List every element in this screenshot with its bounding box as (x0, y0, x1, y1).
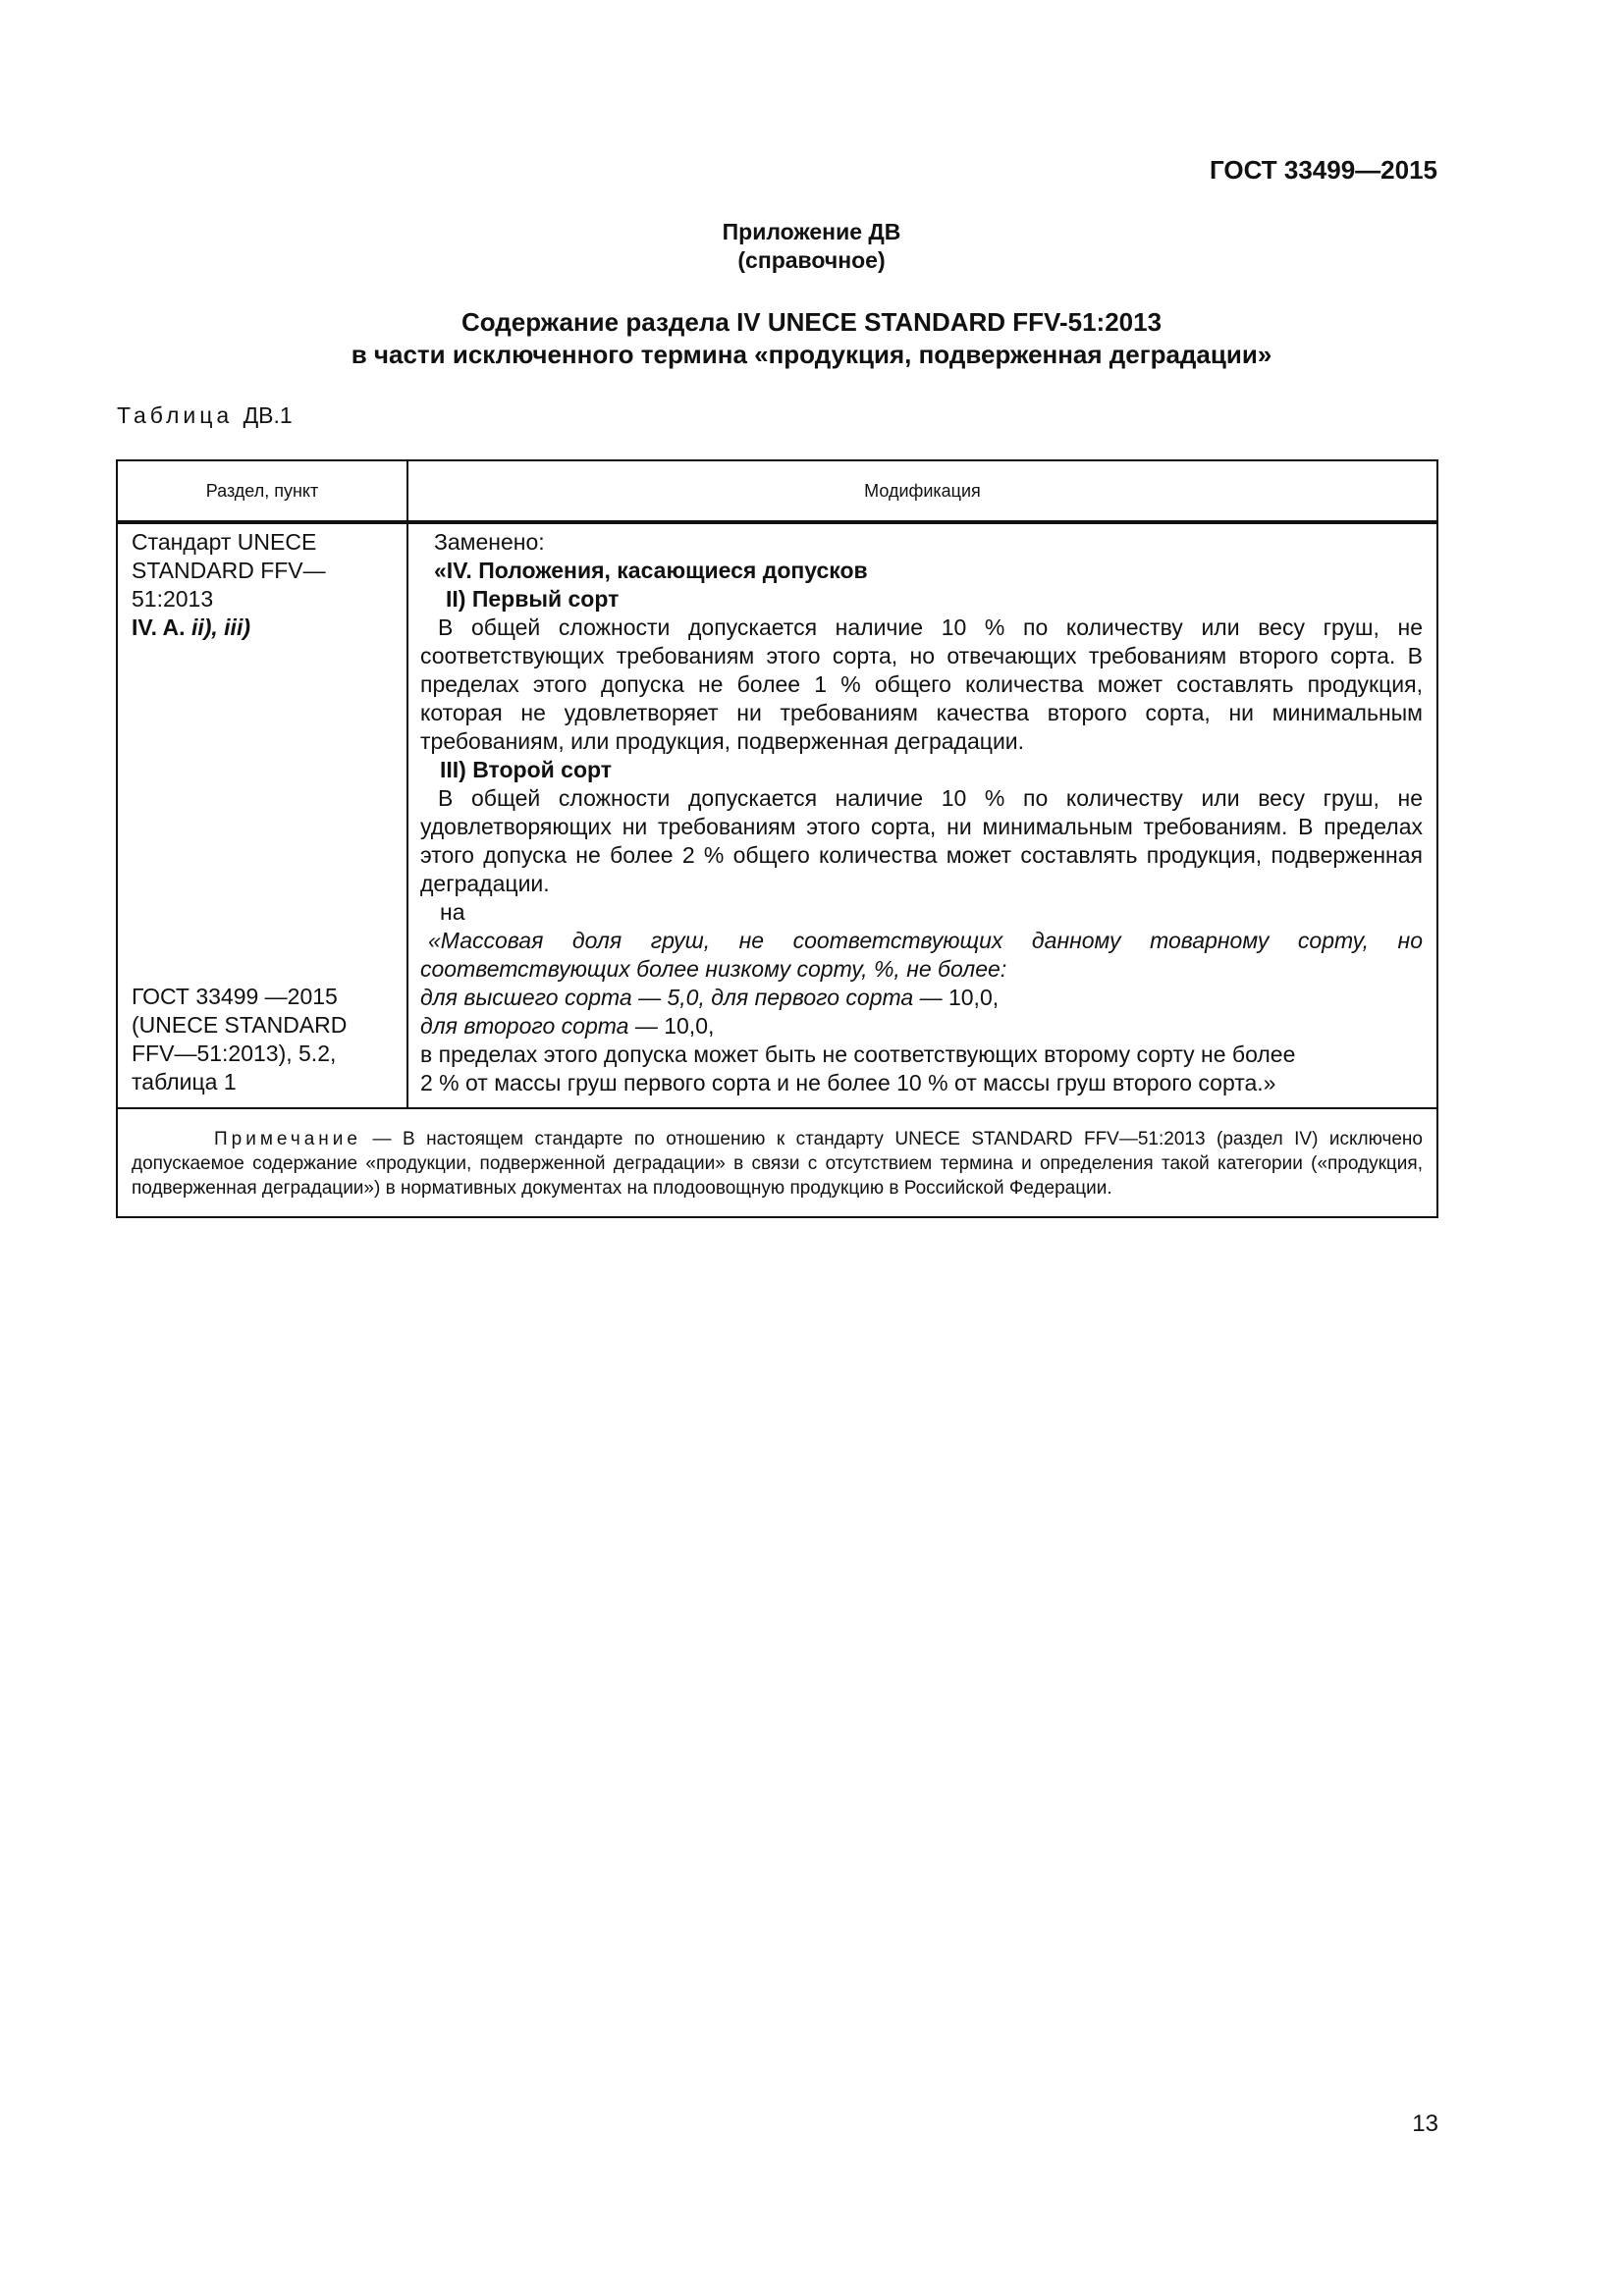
limit-line-1: в пределах этого допуска может быть не соответствующих второму сорту не более (420, 1041, 1296, 1067)
modification-table (116, 459, 1438, 1218)
first-grade-title: II) Первый сорт (446, 586, 620, 612)
first-grade-text: В общей сложности допускается наличие 10 % по количеству или весу груш, не соответствующих требованиям этого сорта, но отвечающих требованиям второго сорта. В пределах этого допуска не более 1 % общего количества может составлять продукция, которая не удовлетворяет ни требованиям качества второго сорта, ни минимальным требованиям, или продукция, подверженная деградации. (420, 614, 1423, 754)
top-grade-value: — 10,0, (913, 985, 1000, 1010)
second-grade-text: В общей сложности допускается наличие 10 % по количеству или весу груш, не удовлетворяющих ни требованиям этого сорта, ни минимальным требованиям. В пределах этого допуска не более 2 % общего количества может составлять продукция, подверженная деградации. (420, 785, 1423, 896)
top-grade-line (420, 984, 1423, 1012)
reference-line: STANDARD FFV— (132, 558, 326, 583)
appendix-subtitle: (справочное) (737, 247, 886, 273)
reference-clause (132, 614, 397, 642)
section-heading-line1: Содержание раздела IV UNECE STANDARD FFV-51:2013 (460, 307, 1163, 337)
note-text: — В настоящем стандарте по отношению к стандарту UNECE STANDARD FFV—51:2013 (раздел IV) исключено допускаемое содержание «продукции, подверженной деградации» в связи с отсутствием термина и определения такой категории («продукция, подверженная деградации») в нормативных документах на плодоовощную продукцию в Российской Федерации. (132, 1129, 1423, 1199)
second-grade-line (420, 1012, 1423, 1041)
table-header-row (118, 461, 1436, 524)
page-number: 13 (1412, 2110, 1438, 2137)
standard-id: ГОСТ 33499—2015 (1210, 155, 1437, 185)
reference-line: (UNECE STANDARD (132, 1012, 348, 1038)
reference-line: 51:2013 (132, 586, 214, 612)
replaced-label: Заменено: (434, 529, 545, 555)
reference-gost (132, 983, 397, 1096)
clause-items: ii), iii) (190, 614, 250, 640)
clause-number: IV. A. (132, 614, 191, 640)
reference-line: таблица 1 (132, 1069, 237, 1095)
mass-fraction-text: «Массовая доля груш, не соответствующих данному товарному сорту, но соответствующих более низкому сорту, %, не более: (420, 928, 1423, 982)
table-caption-label: Таблица (117, 402, 234, 428)
section-iv-title: «IV. Положения, касающиеся допусков (434, 558, 868, 583)
second-grade-value: — 10,0, (628, 1013, 715, 1039)
reference-line: Стандарт UNECE (132, 529, 317, 555)
note-label: Примечание (214, 1129, 361, 1149)
section-heading-line2: в части исключенного термина «продукция, подверженная деградации» (351, 340, 1272, 369)
section-reference-cell (118, 524, 408, 1107)
section-heading (0, 306, 1623, 371)
appendix-title: Приложение ДВ (722, 219, 901, 244)
second-grade-label: для второго сорта (420, 1013, 629, 1039)
appendix-title-block (0, 218, 1623, 275)
table-caption (117, 402, 293, 429)
table-body-row (118, 524, 1436, 1109)
header-section: Раздел, пункт (118, 461, 408, 520)
reference-line: FFV—51:2013), 5.2, (132, 1041, 337, 1066)
header-modification: Модификация (864, 480, 981, 501)
replacement-word: на (440, 899, 465, 925)
limit-line-2: 2 % от массы груш первого сорта и не более 10 % от массы груш второго сорта.» (420, 1070, 1276, 1095)
table-note (118, 1109, 1436, 1216)
modification-cell (408, 524, 1436, 1107)
table-caption-number: ДВ.1 (243, 402, 293, 428)
second-grade-title: III) Второй сорт (440, 757, 613, 782)
reference-unece (132, 528, 397, 642)
reference-line: ГОСТ 33499 —2015 (132, 984, 338, 1009)
top-grade-label: для высшего сорта — 5,0, для первого сорта (420, 985, 914, 1010)
